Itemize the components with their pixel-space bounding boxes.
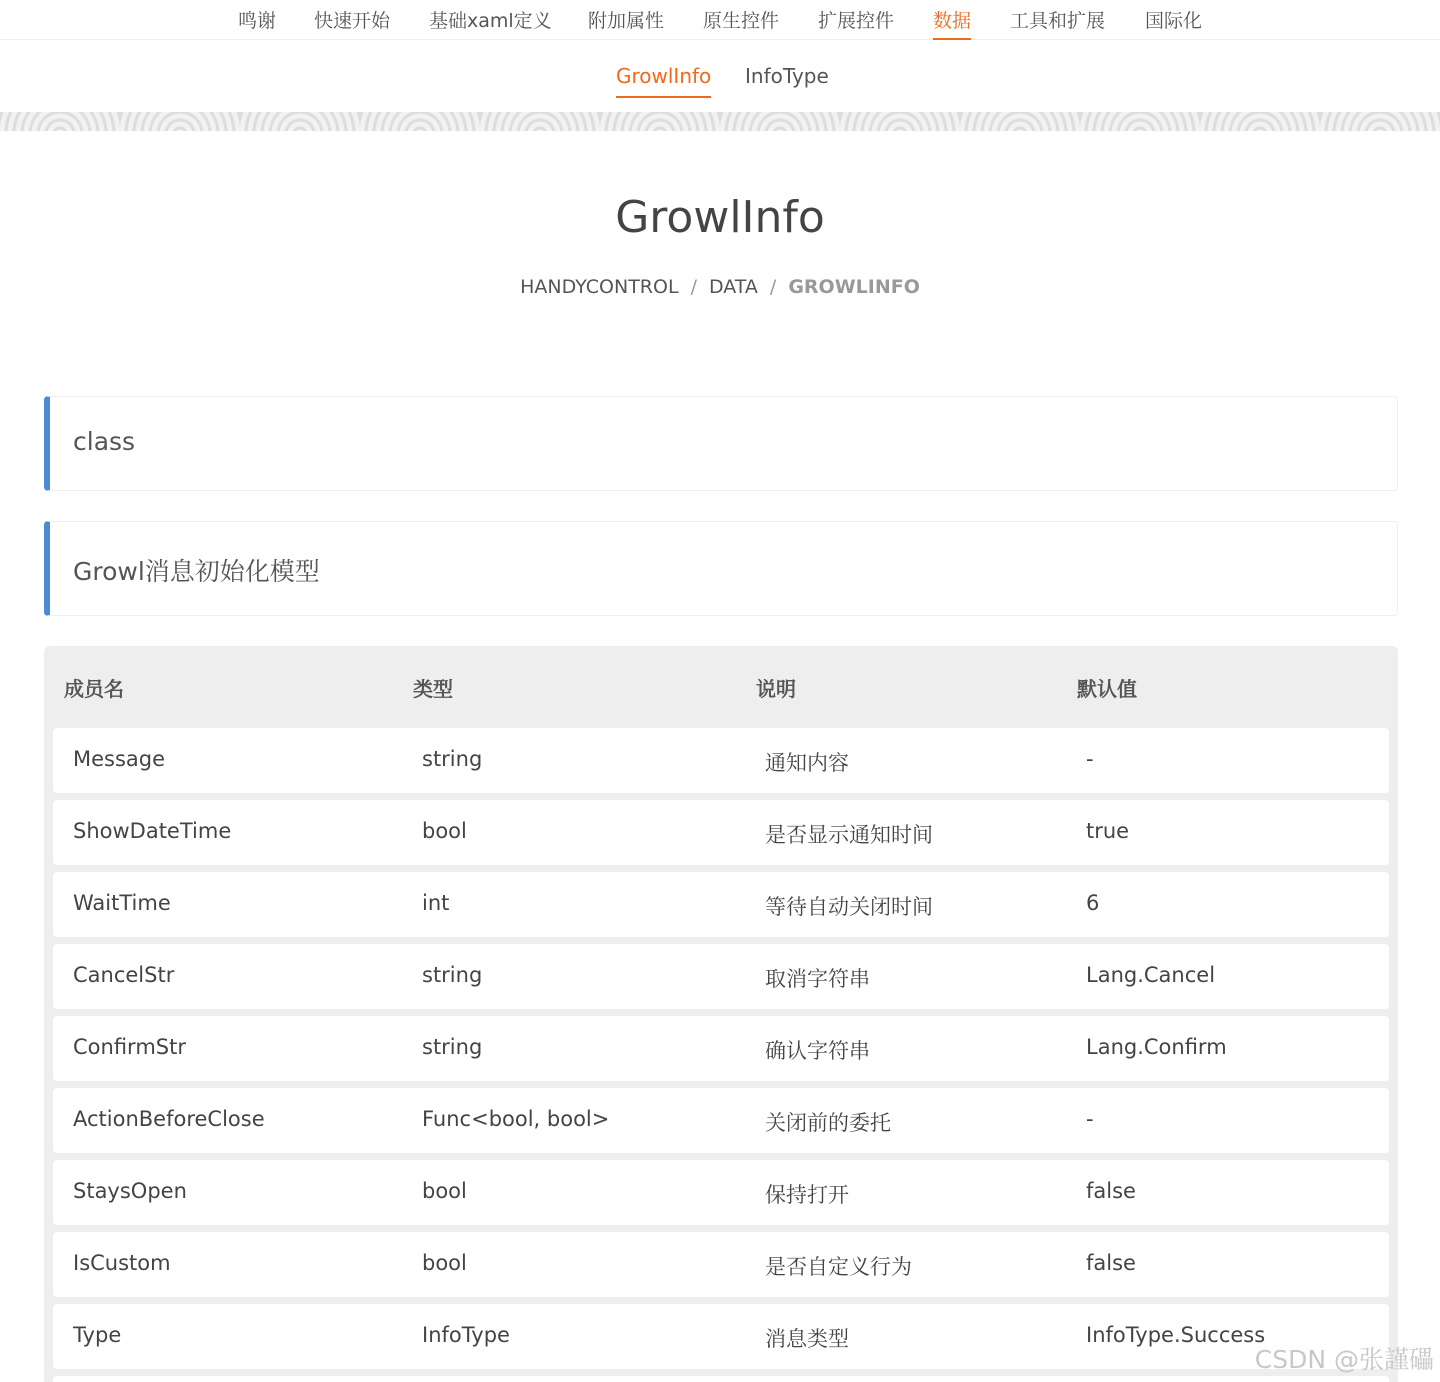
cell-type: InfoType (422, 1323, 510, 1347)
page-title: GrowlInfo (615, 192, 825, 243)
cell-default-value: Lang.Confirm (1086, 1035, 1227, 1059)
cell-member-name: Type (73, 1323, 122, 1347)
tab-growlinfo[interactable]: GrowlInfo (616, 64, 711, 98)
breadcrumb-item-data[interactable]: DATA (708, 276, 758, 298)
cell-default-value: Lang.Cancel (1086, 963, 1216, 987)
breadcrumb-item-current: GROWLINFO (788, 276, 920, 298)
cell-description: 消息类型 (765, 1327, 849, 1351)
cell-type: bool (422, 1251, 467, 1275)
section-description (44, 521, 1398, 616)
cell-member-name: WaitTime (73, 891, 171, 915)
nav-item-extended-controls[interactable]: 扩展控件 (818, 10, 895, 32)
table-row (53, 944, 1389, 1009)
cell-default-value: 6 (1086, 891, 1100, 915)
tab-infotype[interactable]: InfoType (745, 64, 829, 88)
cell-member-name: Message (73, 747, 166, 771)
cell-type: string (422, 1035, 483, 1059)
section-heading: class (73, 427, 136, 456)
cell-member-name: ActionBeforeClose (73, 1107, 265, 1131)
cell-description: 确认字符串 (765, 1039, 870, 1063)
cell-default-value: InfoType.Success (1086, 1323, 1266, 1347)
breadcrumb (0, 276, 1440, 298)
table-row (53, 728, 1389, 793)
header-member-name: 成员名 (64, 677, 124, 701)
nav-item-basic-xaml[interactable]: 基础xaml定义 (429, 10, 552, 32)
cell-member-name: StaysOpen (73, 1179, 187, 1203)
breadcrumb-separator: / (690, 276, 697, 298)
cell-description: 等待自动关闭时间 (765, 895, 933, 919)
nav-item-data[interactable]: 数据 (933, 6, 971, 40)
cell-description: 取消字符串 (765, 967, 870, 991)
cell-type: string (422, 747, 483, 771)
nav-item-i18n[interactable]: 国际化 (1145, 10, 1203, 32)
decorative-pattern-strip (0, 112, 1440, 131)
cell-type: int (422, 891, 450, 915)
nav-item-thanks[interactable]: 鸣谢 (238, 10, 277, 32)
nav-item-tools[interactable]: 工具和扩展 (1010, 10, 1106, 32)
cell-member-name: ConfirmStr (73, 1035, 186, 1059)
header-description: 说明 (756, 677, 796, 701)
cell-type: bool (422, 819, 467, 843)
table-header (44, 646, 1398, 726)
breadcrumb-item-handycontrol[interactable]: HANDYCONTROL (520, 276, 679, 298)
table-row (53, 1304, 1389, 1369)
nav-item-quick-start[interactable]: 快速开始 (314, 10, 391, 32)
table-row (53, 1232, 1389, 1297)
cell-member-name: ShowDateTime (73, 819, 232, 843)
cell-type: bool (422, 1179, 467, 1203)
header-type: 类型 (413, 677, 453, 701)
cell-default-value: true (1086, 819, 1130, 843)
section-class (44, 396, 1398, 491)
table-row (53, 1016, 1389, 1081)
table-row (53, 1088, 1389, 1153)
nav-item-native-controls[interactable]: 原生控件 (703, 10, 780, 32)
cell-type: Func<bool, bool> (422, 1107, 610, 1131)
cell-description: 是否显示通知时间 (765, 823, 933, 847)
top-nav (0, 0, 1440, 40)
table-row (53, 872, 1389, 937)
cell-member-name: IsCustom (73, 1251, 171, 1275)
breadcrumb-separator: / (769, 276, 777, 298)
cell-member-name: CancelStr (73, 963, 175, 987)
cell-default-value: false (1086, 1179, 1136, 1203)
cell-description: 关闭前的委托 (765, 1111, 891, 1135)
table-row-partial (53, 1376, 1389, 1382)
section-heading: Growl消息初始化模型 (73, 557, 320, 586)
watermark: CSDN @张謹礧 (1254, 1345, 1434, 1374)
cell-default-value: - (1086, 747, 1094, 771)
cell-default-value: - (1086, 1107, 1094, 1131)
cell-description: 保持打开 (765, 1183, 849, 1207)
cell-default-value: false (1086, 1251, 1136, 1275)
table-row (53, 800, 1389, 865)
sub-nav (0, 40, 1440, 112)
header-default-value: 默认值 (1077, 677, 1137, 701)
cell-description: 是否自定义行为 (765, 1255, 912, 1279)
nav-item-attached-properties[interactable]: 附加属性 (588, 10, 665, 32)
cell-description: 通知内容 (765, 751, 849, 775)
members-table (44, 646, 1398, 1382)
cell-type: string (422, 963, 483, 987)
table-row (53, 1160, 1389, 1225)
